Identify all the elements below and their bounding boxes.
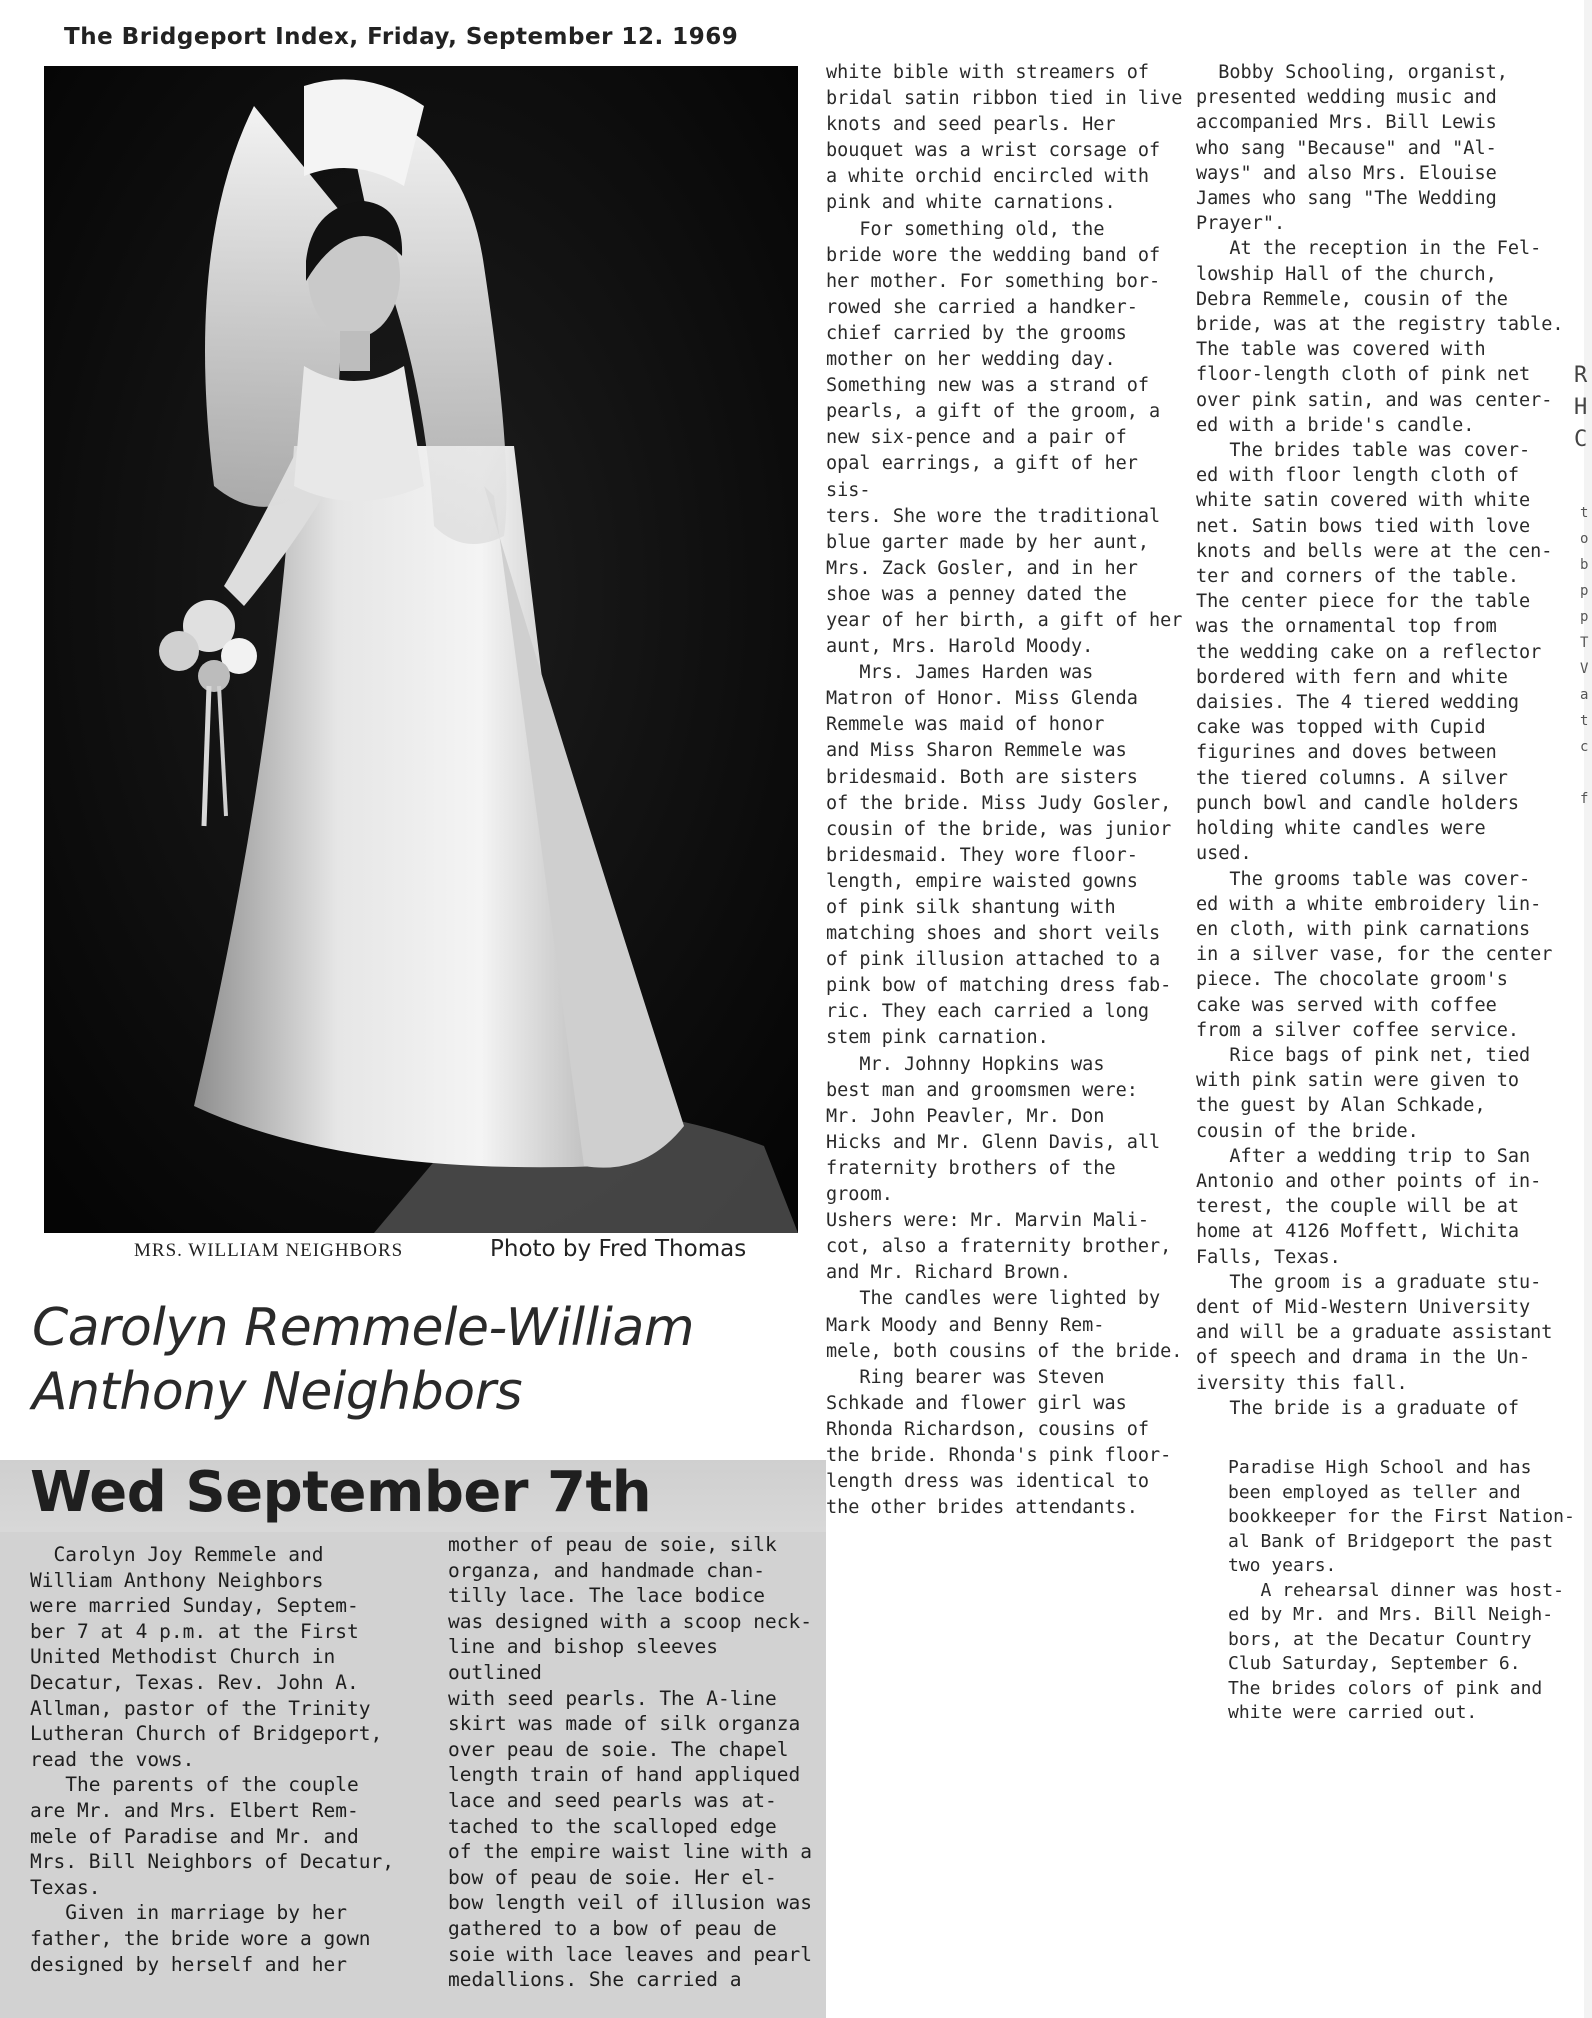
headline-line-1: Carolyn Remmele-William [32, 1298, 695, 1358]
headline-line-3: Wed September 7th [30, 1460, 652, 1525]
photo-credit: Photo by Fred Thomas [490, 1236, 747, 1262]
headline [32, 1296, 822, 1424]
bride-illustration [44, 66, 798, 1233]
masthead: The Bridgeport Index, Friday, September 12. 1969 [64, 24, 739, 50]
page-edge [1584, 0, 1592, 2018]
bride-photo [44, 66, 798, 1233]
article-column-2: mother of peau de soie, silk organza, and handmade chan- tilly lace. The lace bodice was designed with a scoop neck- line and bishop sleeves outlined with seed pearls. The A-line skirt was made of silk organza over peau de soie. The chapel length train of hand appliqued lace and seed pearls was at- tached to the scalloped edge of the empire waist line with a bow of peau de soie. Her el- bow length veil of illusion was gathered to a bow of peau de soie with lace leaves and pearl medallions. She carried a [448, 1533, 812, 1992]
photo-caption-name: MRS. WILLIAM NEIGHBORS [134, 1240, 404, 1261]
headline-line-2: Anthony Neighbors [32, 1362, 523, 1422]
cut-off-headline-fragment: R H C [1574, 363, 1588, 452]
article-column-4: Bobby Schooling, organist, presented wedding music and accompanied Mrs. Bill Lewis who sang "Because" and "Al- ways" and also Mrs. Elouise James who sang "The Wedding Prayer". At the reception in the Fel- lowship Hall of the church, Debra Remmele, cousin of the bride, was at the registry table. The table was covered with floor-length cloth of pink net over pink satin, and was center- ed with a bride's candle. The brides table was cover- ed with floor length cloth of white satin covered with white net. Satin bows tied with love knots and bells were at the cen- ter and corners of the table. The center piece for the table was the ornamental top from the wedding cake on a reflector bordered with fern and white daisies. The 4 tiered wedding cake was topped with Cupid figurines and doves between the tiered columns. A silver punch bowl and candle holders holding white candles were used. The grooms table was cover- ed with a white embroidery lin- en cloth, with pink carnations in a silver vase, for the center piece. The chocolate groom's cake was served with coffee from a silver coffee service. Rice bags of pink net, tied with pink satin were given to the guest by Alan Schkade, cousin of the bride. After a wedding trip to San Antonio and other points of in- terest, the couple will be at home at 4126 Moffett, Wichita Falls, Texas. The groom is a graduate stu- dent of Mid-Western University and will be a graduate assistant of speech and drama in the Un- iversity this fall. The bride is a graduate of [1196, 62, 1564, 1419]
headline-band [0, 1460, 826, 1532]
cut-off-column-fragment: t o b p p T V a t c f [1580, 505, 1589, 807]
article-column-1: Carolyn Joy Remmele and William Anthony Neighbors were married Sunday, Septem- ber 7 at 4 p.m. at the First United Methodist Church in Decatur, Texas. Rev. John A. Allman, pastor of the Trinity Lutheran Church of Bridgeport, read the vows. The parents of the couple are Mr. and Mrs. Elbert Rem- mele of Paradise and Mr. and Mrs. Bill Neighbors of Decatur, Texas. Given in marriage by her father, the bride wore a gown designed by herself and her [30, 1543, 394, 1976]
article-column-3: white bible with streamers of bridal satin ribbon tied in live knots and seed pearls. Her bouquet was a wrist corsage of a white orchid encircled with pink and white carnations. For something old, the bride wore the wedding band of her mother. For something bor- rowed she carried a handker- chief carried by the grooms mother on her wedding day. Something new was a strand of pearls, a gift of the groom, a new six-pence and a pair of opal earrings, a gift of her sis- ters. She wore the traditional blue garter made by her aunt, Mrs. Zack Gosler, and in her shoe was a penney dated the year of her birth, a gift of her aunt, Mrs. Harold Moody. Mrs. James Harden was Matron of Honor. Miss Glenda Remmele was maid of honor and Miss Sharon Remmele was bridesmaid. Both are sisters of the bride. Miss Judy Gosler, cousin of the bride, was junior bridesmaid. They wore floor- length, empire waisted gowns of pink silk shantung with matching shoes and short veils of pink illusion attached to a pink bow of matching dress fab- ric. They each carried a long stem pink carnation. Mr. Johnny Hopkins was best man and groomsmen were: Mr. John Peavler, Mr. Don Hicks and Mr. Glenn Davis, all fraternity brothers of the groom. Ushers were: Mr. Marvin Mali- cot, also a fraternity brother, and Mr. Richard Brown. The candles were lighted by Mark Moody and Benny Rem- mele, both cousins of the bride. Ring bearer was Steven Schkade and flower girl was Rhonda Richardson, cousins of the bride. Rhonda's pink floor- length dress was identical to the other brides attendants. [826, 62, 1183, 1519]
article-column-5: Paradise High School and has been employed as teller and bookkeeper for the First Nation- al Bank of Bridgeport the past two years. A rehearsal dinner was host- ed by Mr. and Mrs. Bill Neigh- bors, at the Decatur Country Club Saturday, September 6. The brides colors of pink and white were carried out. [1228, 1457, 1575, 1723]
